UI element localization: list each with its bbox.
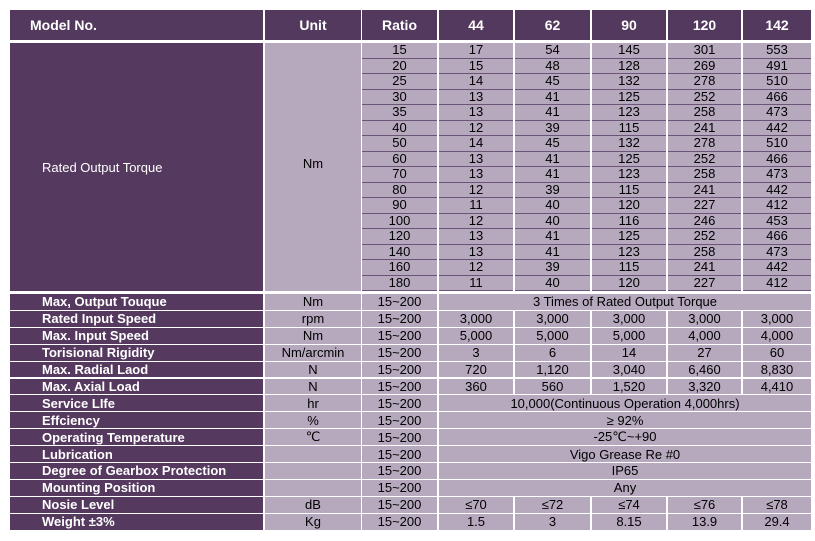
- spec-row-unit: N: [265, 379, 361, 395]
- spec-row-value: 3,320: [668, 379, 741, 395]
- torque-cell: 278: [668, 74, 741, 90]
- torque-cell: 39: [515, 121, 590, 137]
- spec-row-value: 5,000: [439, 328, 513, 344]
- torque-cell: 301: [668, 43, 741, 59]
- spec-row-label: Effciency: [10, 412, 263, 428]
- torque-cell: 12: [439, 260, 513, 276]
- torque-cell: 41: [515, 167, 590, 183]
- torque-cell: 123: [592, 105, 666, 121]
- spec-row-ratio: 15~200: [362, 395, 437, 411]
- spec-row-ratio: 15~200: [362, 328, 437, 344]
- torque-cell: 13: [439, 105, 513, 121]
- spec-row-value: ≤78: [743, 497, 811, 513]
- torque-cell: 20: [362, 59, 437, 75]
- torque-cell: 120: [592, 276, 666, 292]
- torque-cell: 258: [668, 105, 741, 121]
- torque-cell: 453: [743, 214, 811, 230]
- spec-row-unit: %: [265, 412, 361, 428]
- spec-row-merged-value: Vigo Grease Re #0: [439, 446, 811, 462]
- spec-row-value: 3: [515, 514, 590, 530]
- spec-row-ratio: 15~200: [362, 480, 437, 496]
- torque-cell: 115: [592, 121, 666, 137]
- torque-cell: 227: [668, 276, 741, 292]
- spec-row-ratio: 15~200: [362, 362, 437, 378]
- spec-row-value: ≤74: [592, 497, 666, 513]
- torque-cell: 123: [592, 245, 666, 261]
- torque-cell: 241: [668, 183, 741, 199]
- spec-row-ratio: 15~200: [362, 429, 437, 445]
- spec-row-ratio: 15~200: [362, 514, 437, 530]
- torque-cell: 125: [592, 152, 666, 168]
- torque-cell: 473: [743, 105, 811, 121]
- torque-cell: 40: [515, 214, 590, 230]
- spec-row-label: Operating Temperature: [10, 429, 263, 445]
- spec-row-unit: Kg: [265, 514, 361, 530]
- torque-cell: 140: [362, 245, 437, 261]
- torque-cell: 13: [439, 245, 513, 261]
- torque-cell: 466: [743, 152, 811, 168]
- torque-column-120: [668, 43, 741, 291]
- torque-column-44: [439, 43, 513, 291]
- spec-row-value: 3,040: [592, 362, 666, 378]
- torque-cell: 40: [362, 121, 437, 137]
- torque-cell: 15: [362, 43, 437, 59]
- torque-cell: 40: [515, 276, 590, 292]
- torque-cell: 39: [515, 183, 590, 199]
- spec-row-ratio: 15~200: [362, 345, 437, 361]
- spec-row-value: 1.5: [439, 514, 513, 530]
- spec-row-merged-value: 10,000(Continuous Operation 4,000hrs): [439, 395, 811, 411]
- torque-cell: 227: [668, 198, 741, 214]
- torque-cell: 50: [362, 136, 437, 152]
- torque-cell: 258: [668, 167, 741, 183]
- torque-cell: 252: [668, 90, 741, 106]
- spec-row-value: 8.15: [592, 514, 666, 530]
- torque-cell: 14: [439, 74, 513, 90]
- torque-cell: 269: [668, 59, 741, 75]
- torque-cell: 41: [515, 152, 590, 168]
- spec-row-value: 3,000: [668, 311, 741, 327]
- torque-cell: 60: [362, 152, 437, 168]
- spec-row-merged-value: -25℃~+90: [439, 429, 811, 445]
- torque-cell: 80: [362, 183, 437, 199]
- spec-row-value: 6: [515, 345, 590, 361]
- spec-row-merged-value: Any: [439, 480, 811, 496]
- spec-row-value: 27: [668, 345, 741, 361]
- spec-row-ratio: 15~200: [362, 294, 437, 310]
- spec-row-ratio: 15~200: [362, 446, 437, 462]
- spec-row-value: ≤70: [439, 497, 513, 513]
- torque-cell: 12: [439, 214, 513, 230]
- spec-row-ratio: 15~200: [362, 379, 437, 395]
- torque-cell: 473: [743, 245, 811, 261]
- torque-cell: 90: [362, 198, 437, 214]
- torque-unit: Nm: [265, 43, 361, 291]
- torque-cell: 180: [362, 276, 437, 292]
- spec-row-unit: [265, 480, 361, 496]
- spec-row-ratio: 15~200: [362, 311, 437, 327]
- torque-column-142: [743, 43, 811, 291]
- spec-row-label: Max, Output Touque: [10, 294, 263, 310]
- spec-row-label: Weight ±3%: [10, 514, 263, 530]
- spec-row-value: 29.4: [743, 514, 811, 530]
- torque-column-62: [515, 43, 590, 291]
- spec-row-label: Rated Input Speed: [10, 311, 263, 327]
- spec-row-value: 3,000: [592, 311, 666, 327]
- torque-cell: 241: [668, 121, 741, 137]
- torque-cell: 13: [439, 229, 513, 245]
- spec-row-unit: Nm: [265, 328, 361, 344]
- spec-row-value: 1,520: [592, 379, 666, 395]
- torque-cell: 278: [668, 136, 741, 152]
- torque-cell: 412: [743, 276, 811, 292]
- torque-cell: 11: [439, 198, 513, 214]
- torque-cell: 442: [743, 121, 811, 137]
- spec-row-unit: rpm: [265, 311, 361, 327]
- torque-cell: 12: [439, 183, 513, 199]
- torque-cell: 120: [362, 229, 437, 245]
- spec-row-ratio: 15~200: [362, 497, 437, 513]
- torque-cell: 123: [592, 167, 666, 183]
- spec-row-label: Service LIfe: [10, 395, 263, 411]
- header-model-90: 90: [592, 10, 666, 40]
- torque-cell: 252: [668, 229, 741, 245]
- spec-row-value: 1,120: [515, 362, 590, 378]
- torque-cell: 412: [743, 198, 811, 214]
- torque-cell: 473: [743, 167, 811, 183]
- spec-row-value: ≤72: [515, 497, 590, 513]
- header-unit: Unit: [265, 10, 361, 40]
- torque-cell: 12: [439, 121, 513, 137]
- spec-row-unit: Nm/arcmin: [265, 345, 361, 361]
- torque-cell: 246: [668, 214, 741, 230]
- spec-row-unit: dB: [265, 497, 361, 513]
- spec-row-value: ≤76: [668, 497, 741, 513]
- torque-cell: 115: [592, 260, 666, 276]
- header-model-62: 62: [515, 10, 590, 40]
- spec-row-ratio: 15~200: [362, 463, 437, 479]
- spec-row-value: 3,000: [439, 311, 513, 327]
- spec-row-value: 3: [439, 345, 513, 361]
- spec-row-value: 720: [439, 362, 513, 378]
- torque-cell: 491: [743, 59, 811, 75]
- torque-cell: 553: [743, 43, 811, 59]
- torque-cell: 252: [668, 152, 741, 168]
- torque-cell: 258: [668, 245, 741, 261]
- torque-cell: 13: [439, 152, 513, 168]
- spec-row-value: 8,830: [743, 362, 811, 378]
- spec-row-value: 6,460: [668, 362, 741, 378]
- spec-row-merged-value: ≥ 92%: [439, 412, 811, 428]
- torque-cell: 116: [592, 214, 666, 230]
- spec-row-merged-value: 3 Times of Rated Output Torque: [439, 294, 811, 310]
- torque-cell: 160: [362, 260, 437, 276]
- torque-cell: 132: [592, 74, 666, 90]
- spec-row-unit: hr: [265, 395, 361, 411]
- torque-cell: 100: [362, 214, 437, 230]
- spec-row-value: 360: [439, 379, 513, 395]
- spec-row-value: 4,000: [743, 328, 811, 344]
- torque-cell: 30: [362, 90, 437, 106]
- torque-cell: 13: [439, 90, 513, 106]
- spec-row-label: Max. Axial Load: [10, 379, 263, 395]
- torque-cell: 40: [515, 198, 590, 214]
- torque-cell: 14: [439, 136, 513, 152]
- torque-cell: 35: [362, 105, 437, 121]
- torque-cell: 45: [515, 74, 590, 90]
- torque-cell: 132: [592, 136, 666, 152]
- spec-row-value: 5,000: [592, 328, 666, 344]
- spec-row-unit: Nm: [265, 294, 361, 310]
- spec-row-value: 5,000: [515, 328, 590, 344]
- torque-cell: 125: [592, 229, 666, 245]
- torque-cell: 442: [743, 183, 811, 199]
- spec-row-label: Mounting Position: [10, 480, 263, 496]
- spec-row-value: 4,410: [743, 379, 811, 395]
- torque-cell: 17: [439, 43, 513, 59]
- spec-row-label: Lubrication: [10, 446, 263, 462]
- header-model-44: 44: [439, 10, 513, 40]
- spec-row-value: 14: [592, 345, 666, 361]
- spec-row-value: 3,000: [743, 311, 811, 327]
- torque-cell: 466: [743, 90, 811, 106]
- spec-row-unit: [265, 446, 361, 462]
- header-model-142: 142: [743, 10, 811, 40]
- torque-cell: 510: [743, 74, 811, 90]
- spec-row-value: 13.9: [668, 514, 741, 530]
- spec-row-value: 4,000: [668, 328, 741, 344]
- spec-row-label: Nosie Level: [10, 497, 263, 513]
- torque-cell: 54: [515, 43, 590, 59]
- spec-row-merged-value: IP65: [439, 463, 811, 479]
- torque-cell: 41: [515, 105, 590, 121]
- spec-row-label: Max. Radial Laod: [10, 362, 263, 378]
- spec-row-ratio: 15~200: [362, 412, 437, 428]
- torque-cell: 128: [592, 59, 666, 75]
- torque-cell: 48: [515, 59, 590, 75]
- torque-cell: 41: [515, 245, 590, 261]
- header-model-120: 120: [668, 10, 741, 40]
- header-model-no: Model No.: [10, 10, 263, 40]
- spec-row-value: 3,000: [515, 311, 590, 327]
- torque-cell: 15: [439, 59, 513, 75]
- spec-row-value: 60: [743, 345, 811, 361]
- torque-cell: 11: [439, 276, 513, 292]
- torque-cell: 442: [743, 260, 811, 276]
- spec-row-label: Max. Input Speed: [10, 328, 263, 344]
- header-ratio: Ratio: [362, 10, 437, 40]
- torque-cell: 466: [743, 229, 811, 245]
- torque-cell: 41: [515, 90, 590, 106]
- spec-row-unit: [265, 463, 361, 479]
- torque-cell: 45: [515, 136, 590, 152]
- torque-label: Rated Output Torque: [10, 43, 263, 291]
- torque-cell: 13: [439, 167, 513, 183]
- torque-cell: 25: [362, 74, 437, 90]
- torque-cell: 39: [515, 260, 590, 276]
- torque-cell: 510: [743, 136, 811, 152]
- spec-row-value: 560: [515, 379, 590, 395]
- torque-cell: 125: [592, 90, 666, 106]
- torque-cell: 120: [592, 198, 666, 214]
- torque-cell: 241: [668, 260, 741, 276]
- torque-cell: 41: [515, 229, 590, 245]
- spec-row-label: Torisional Rigidity: [10, 345, 263, 361]
- spec-row-unit: ℃: [265, 429, 361, 445]
- torque-ratio-column: [362, 43, 437, 291]
- torque-cell: 70: [362, 167, 437, 183]
- torque-cell: 145: [592, 43, 666, 59]
- torque-cell: 115: [592, 183, 666, 199]
- spec-row-label: Degree of Gearbox Protection: [10, 463, 263, 479]
- spec-row-unit: N: [265, 362, 361, 378]
- torque-column-90: [592, 43, 666, 291]
